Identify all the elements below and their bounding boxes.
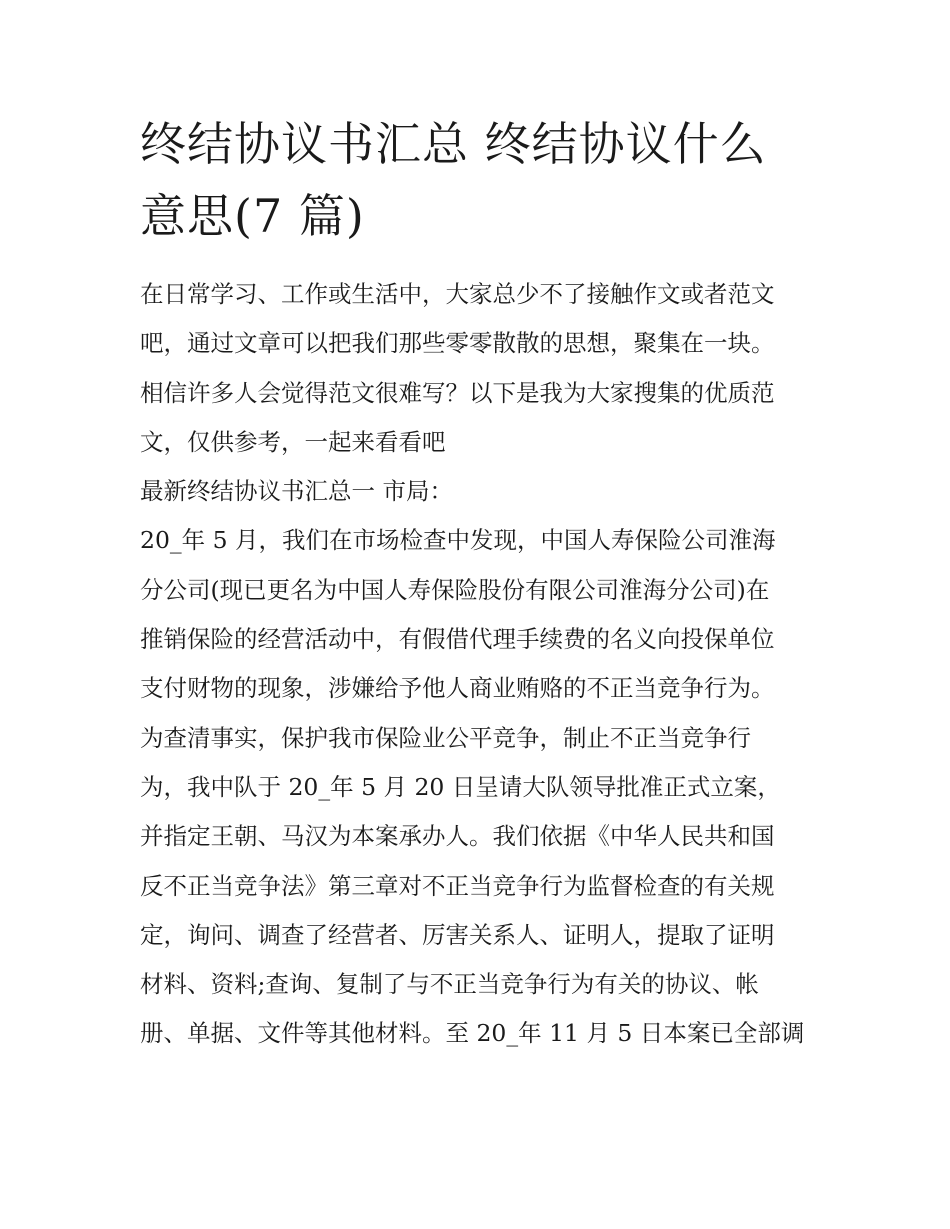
body-line: 册、单据、文件等其他材料。至 20_年 11 月 5 日本案已全部调 bbox=[140, 1019, 805, 1048]
body-line: 相信许多人会觉得范文很难写？以下是我为大家搜集的优质范 bbox=[140, 378, 775, 407]
body-line: 材料、资料;查询、复制了与不正当竞争行为有关的协议、帐 bbox=[140, 970, 759, 999]
body-line: 定，询问、调查了经营者、厉害关系人、证明人，提取了证明 bbox=[140, 920, 775, 949]
body-line: 反不正当竞争法》第三章对不正当竞争行为监督检查的有关规 bbox=[140, 871, 775, 900]
body-line: 吧，通过文章可以把我们那些零零散散的思想，聚集在一块。 bbox=[140, 329, 775, 358]
body-line: 为，我中队于 20_年 5 月 20 日呈请大队领导批准正式立案， bbox=[140, 772, 781, 801]
title-line-2: 意思(7 篇) bbox=[140, 189, 365, 243]
document-title bbox=[140, 108, 820, 252]
body-line: 20_年 5 月，我们在市场检查中发现，中国人寿保险公司淮海 bbox=[140, 526, 776, 555]
body-line: 分公司(现已更名为中国人寿保险股份有限公司淮海分公司)在 bbox=[140, 575, 770, 604]
body-line: 在日常学习、工作或生活中，大家总少不了接触作文或者范文 bbox=[140, 280, 775, 308]
section-heading: 最新终结协议书汇总一 市局： bbox=[140, 477, 453, 506]
body-line: 推销保险的经营活动中，有假借代理手续费的名义向投保单位 bbox=[140, 625, 775, 654]
body-line: 为查清事实，保护我市保险业公平竞争，制止不正当竞争行 bbox=[140, 723, 751, 752]
document-page bbox=[140, 108, 820, 1059]
body-line: 支付财物的现象，涉嫌给予他人商业贿赂的不正当竞争行为。 bbox=[140, 674, 775, 703]
document-body bbox=[140, 270, 820, 1059]
title-line-1: 终结协议书汇总 终结协议什么 bbox=[140, 117, 767, 171]
body-line: 并指定王朝、马汉为本案承办人。我们依据《中华人民共和国 bbox=[140, 822, 775, 851]
body-line: 文，仅供参考，一起来看看吧 bbox=[140, 427, 446, 456]
